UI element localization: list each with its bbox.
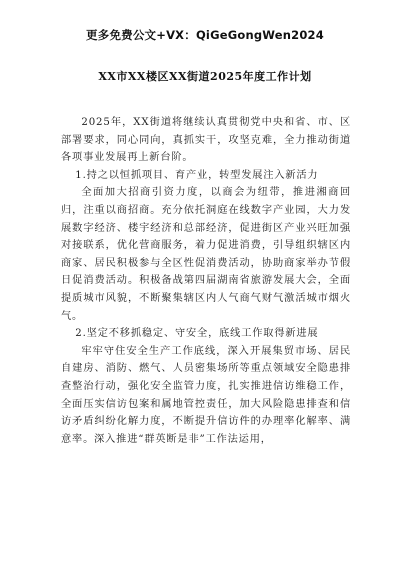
document-body bbox=[61, 114, 351, 448]
intro-paragraph: 2025年，XX街道将继续认真贯彻党中央和省、市、区部署要求，同心同向，真抓实干，攻坚克难，全力推动街道各项事业发展再上新台阶。 bbox=[61, 117, 351, 164]
section-heading-2: 2.坚定不移抓稳定、守安全，底线工作取得新进展 bbox=[75, 328, 319, 340]
section-heading-1: 1.持之以恒抓项目、育产业，转型发展注入新活力 bbox=[75, 169, 319, 181]
document-title: XX市XX楼区XX街道2025年度工作计划 bbox=[98, 70, 312, 83]
promo-header: 更多免费公文+VX：QiGeGongWen2024 bbox=[86, 28, 324, 42]
section-paragraph-2: 牢牢守住安全生产工作底线，深入开展集贸市场、居民自建房、消防、燃气、人员密集场所等重点领域安全隐患排查整治行动，强化安全监管力度，扎实推进信访维稳工作，全面压实信访包案和属地管控责任，加大风险隐患排查和信访矛盾纠纷化解力度，不断提升信访件的办理率化解率、满意率。深入推进“群英断是非”工作法运用， bbox=[61, 345, 351, 445]
section-paragraph-1: 全面加大招商引资力度，以商会为纽带，推进湘商回归，注重以商招商。充分依托洞庭在线数字产业园，大力发展数字经济、楼宇经济和总部经济，促进街区产业兴旺加强对接联系，优化营商服务，着力促进消费，引导组织辖区内商家、居民积极参与全区性促消费活动，协助商家举办节假日促消费活动。积极备战第四届湖南省旅游发展大会，全面提质城市风貌，不断聚集辖区内人气商气财气激活城市烟火气。 bbox=[61, 187, 351, 322]
